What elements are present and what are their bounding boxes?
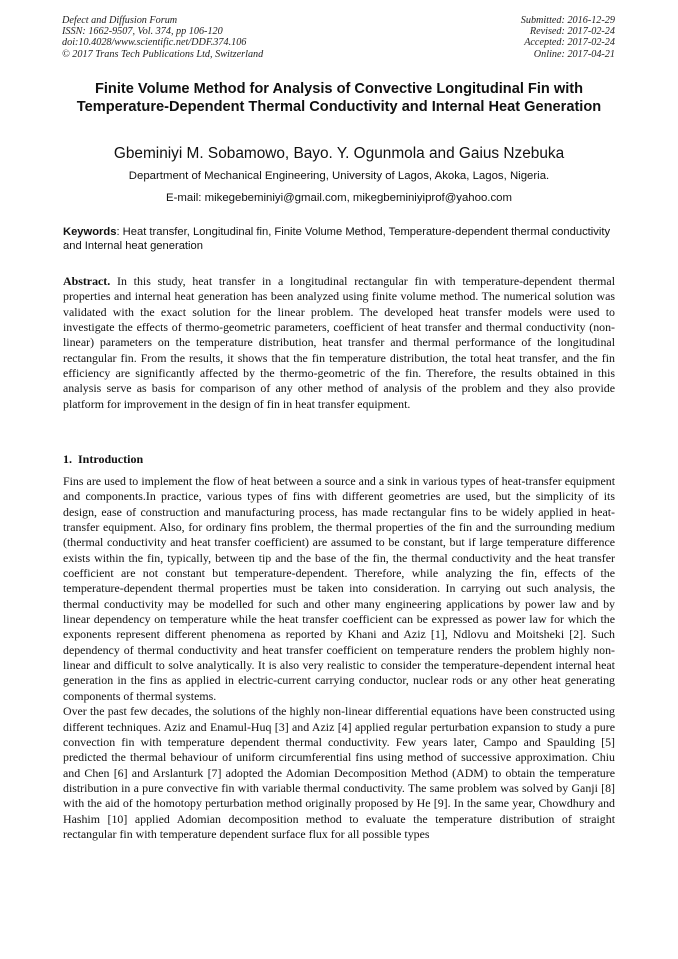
paper-title: Finite Volume Method for Analysis of Convective Longitudinal Fin with Temperature-Dependent Thermal Conductivity and Internal Heat Generation: [76, 81, 602, 115]
journal-doi: doi:10.4028/www.scientific.net/DDF.374.106: [62, 37, 247, 49]
section-number: 1.: [63, 452, 72, 466]
section-title: Introduction: [78, 452, 144, 466]
keywords-text: : Heat transfer, Longitudinal fin, Finite Volume Method, Temperature-dependent thermal conductivity and Internal heat generation: [63, 226, 611, 253]
journal-header: [62, 15, 263, 60]
abstract-label: Abstract.: [63, 274, 111, 288]
section-heading: [63, 452, 149, 467]
paper-email: E-mail: mikegebeminiyi@gmail.com, mikegbeminiyiprof@yahoo.com: [166, 192, 512, 204]
journal-copyright: © 2017 Trans Tech Publications Ltd, Switzerland: [62, 48, 264, 60]
paper-authors: Gbeminiyi M. Sobamowo, Bayo. Y. Ogunmola and Gaius Nzebuka: [113, 145, 565, 162]
online-date: Online: 2017-04-21: [533, 48, 615, 60]
revised-date: Revised: 2017-02-24: [529, 26, 615, 38]
abstract-text: In this study, heat transfer in a longitudinal rectangular fin with temperature-dependent thermal properties and internal heat generation has been analyzed using finite volume method. The numerical solution was validated with the exact solution for the linear problem. The developed heat transfer models were used to investigate the effects of thermo-geometric parameters, coefficient of heat transfer and thermal conductivity (non-linear) parameters on the temperature distribution, heat transfer and thermal performance of the longitudinal rectangular fin. From the results, it shows that the fin temperature distribution, the total heat transfer, and the fin efficiency are significantly affected by the thermo-geometric of the fin. Therefore, the results obtained in this analysis serve as basis for comparison of any other method of analysis of the problem and they also provide platform for improvement in the design of fin in heat transfer equipment.: [63, 274, 615, 411]
intro-paragraph-2: Over the past few decades, the solutions of the highly non-linear differential equations have been constructed using different techniques. Aziz and Enamul-Huq [3] and Aziz [4] applied regular perturbation expansion to study a pure convection fin with temperature dependent thermal conductivity. Few years later, Campo and Spaulding [5] predicted the thermal behaviour of uniform circumferential fins using method of successive approximation. Chiu and Chen [6] and Arslanturk [7] adopted the Adomian Decomposition Method (ADM) to obtain the temperature distribution in a pure convective fin with variable thermal conductivity. The same problem was solved by Ganji [8] with the aid of the homotopy perturbation method originally proposed by He [9]. In the same year, Chowdhury and Hashim [10] applied Adomian decomposition method to evaluate the temperature distribution of straight rectangular fin with temperature dependent surface flux for all possible types: [63, 704, 615, 841]
journal-name: Defect and Diffusion Forum: [62, 15, 178, 26]
keywords-label: Keywords: [63, 226, 117, 238]
paper-affiliation: Department of Mechanical Engineering, University of Lagos, Akoka, Lagos, Nigeria.: [128, 170, 550, 182]
accepted-date: Accepted: 2017-02-24: [524, 37, 615, 49]
submitted-date: Submitted: 2016-12-29: [520, 15, 615, 26]
journal-issn: ISSN: 1662-9507, Vol. 374, pp 106-120: [62, 26, 223, 38]
intro-paragraph-1: Fins are used to implement the flow of heat between a source and a sink in various types of heat-transfer equipment and components.In practice, various types of fins with different geometries are used, but the simplicity of its design, ease of construction and manufacturing process, has made rectangular fins to be widely applied in heat-transfer equipment. Also, for ordinary fins problem, the thermal properties of the fin and the surrounding medium (thermal conductivity and heat transfer coefficient) are assumed to be constant, but if large temperature difference exists within the fin, typically, between tip and the base of the fin, the thermal conductivity and the heat transfer coefficient are not constant but temperature-dependent. Therefore, while analyzing the fin, effects of the temperature-dependent thermal properties must be taken into consideration. In carrying out such analysis, the thermal conductivity may be modelled for such and other many engineering applications by power law and by linear dependency on temperature while the heat transfer coefficient can be expressed as power law for which the exponents represent different phenomena as reported by Khani and Aziz [1], Ndlovu and Moitsheki [2]. Such dependency of thermal conductivity and heat transfer coefficient on temperature renders the problem highly non-linear and difficult to solve analytically. It is also very realistic to consider the temperature-dependent internal heat generation in the fins as applied in electric-current carrying conductor, nuclear rods or any other heat generating components of thermal systems.: [63, 474, 615, 703]
date-header: [521, 15, 615, 60]
abstract-block: [63, 274, 615, 412]
keywords-block: [63, 225, 615, 253]
introduction-body: [63, 474, 615, 842]
